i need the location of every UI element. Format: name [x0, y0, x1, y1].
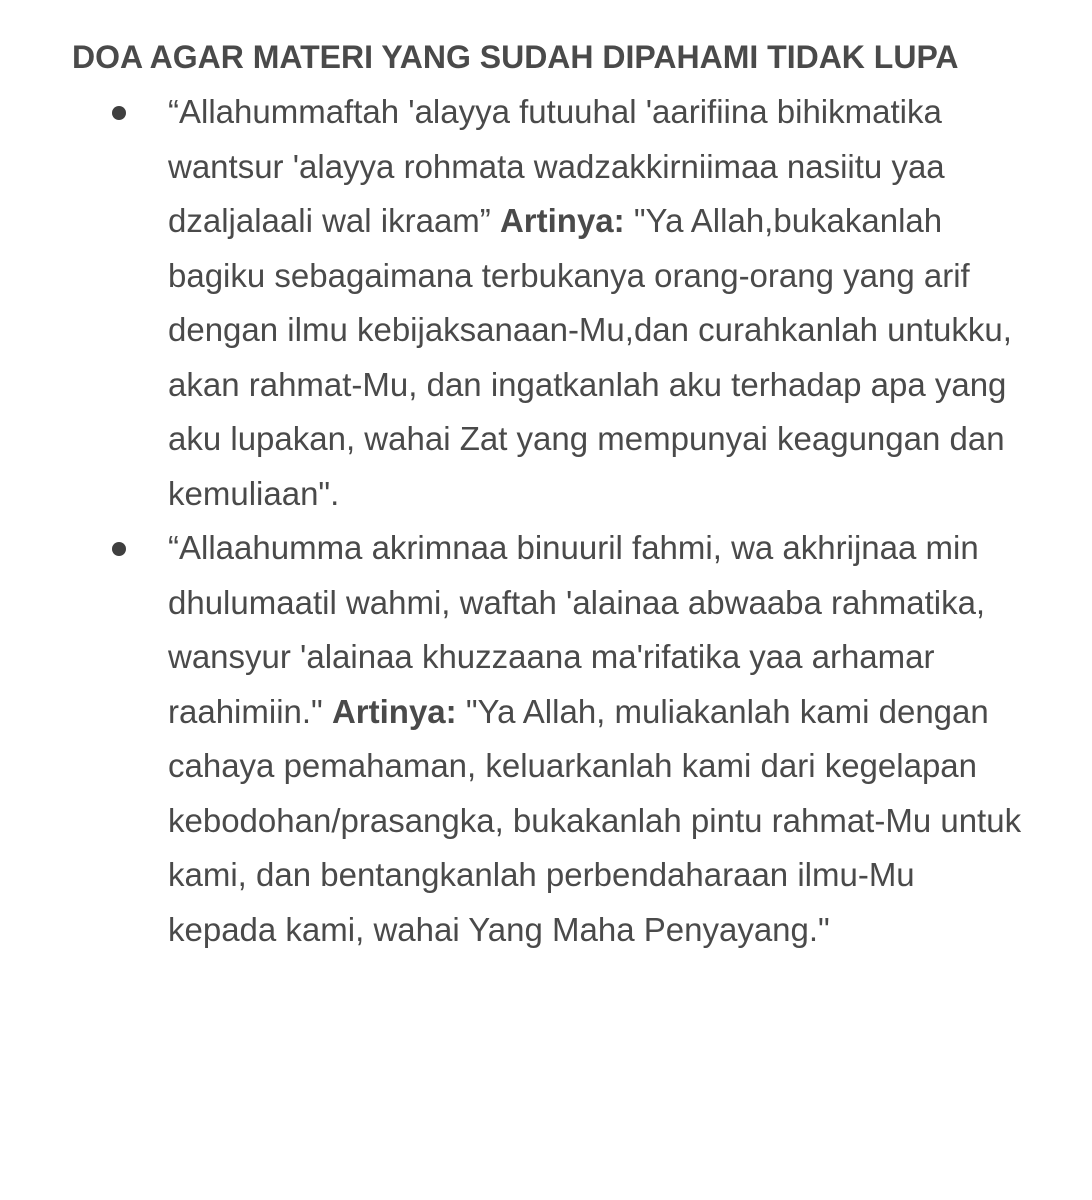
- list-item: [72, 85, 1028, 521]
- prayer-meaning: "Ya Allah, muliakanlah kami dengan cahaya pemahaman, keluarkanlah kami dari kegelapan kebodohan/prasangka, bukakanlah pintu rahmat-Mu untuk kami, dan bentangkanlah perbendaharaan ilmu-Mu kepada kami, wahai Yang Maha Penyayang.": [168, 692, 1022, 948]
- prayer-transliteration: “Allaahumma akrimnaa binuuril fahmi, wa akhrijnaa min dhulumaatil wahmi, waftah 'alainaa abwaaba rahmatika, wansyur 'alainaa khuzzaana ma'rifatika yaa arhamar raahimiin.": [168, 529, 986, 730]
- page-title: DOA AGAR MATERI YANG SUDAH DIPAHAMI TIDAK LUPA: [72, 39, 959, 75]
- prayer-transliteration: “Allahummaftah 'alayya futuuhal 'aarifiina bihikmatika wantsur 'alayya rohmata wadzakkirniimaa nasiitu yaa dzaljalaali wal ikraam”: [168, 93, 945, 239]
- prayer-meaning: "Ya Allah,bukakanlah bagiku sebagaimana terbukanya orang-orang yang arif dengan ilmu kebijaksanaan-Mu,dan curahkanlah untukku, akan rahmat-Mu, dan ingatkanlah aku terhadap apa yang aku lupakan, wahai Zat yang mempunyai keagungan dan kemuliaan".: [168, 202, 1012, 512]
- meaning-label: Artinya:: [499, 202, 625, 239]
- bullet-icon: [112, 106, 126, 120]
- prayer-list: [72, 85, 1052, 957]
- meaning-label: Artinya:: [331, 692, 457, 730]
- bullet-icon: [112, 542, 126, 556]
- list-item: [72, 521, 1028, 957]
